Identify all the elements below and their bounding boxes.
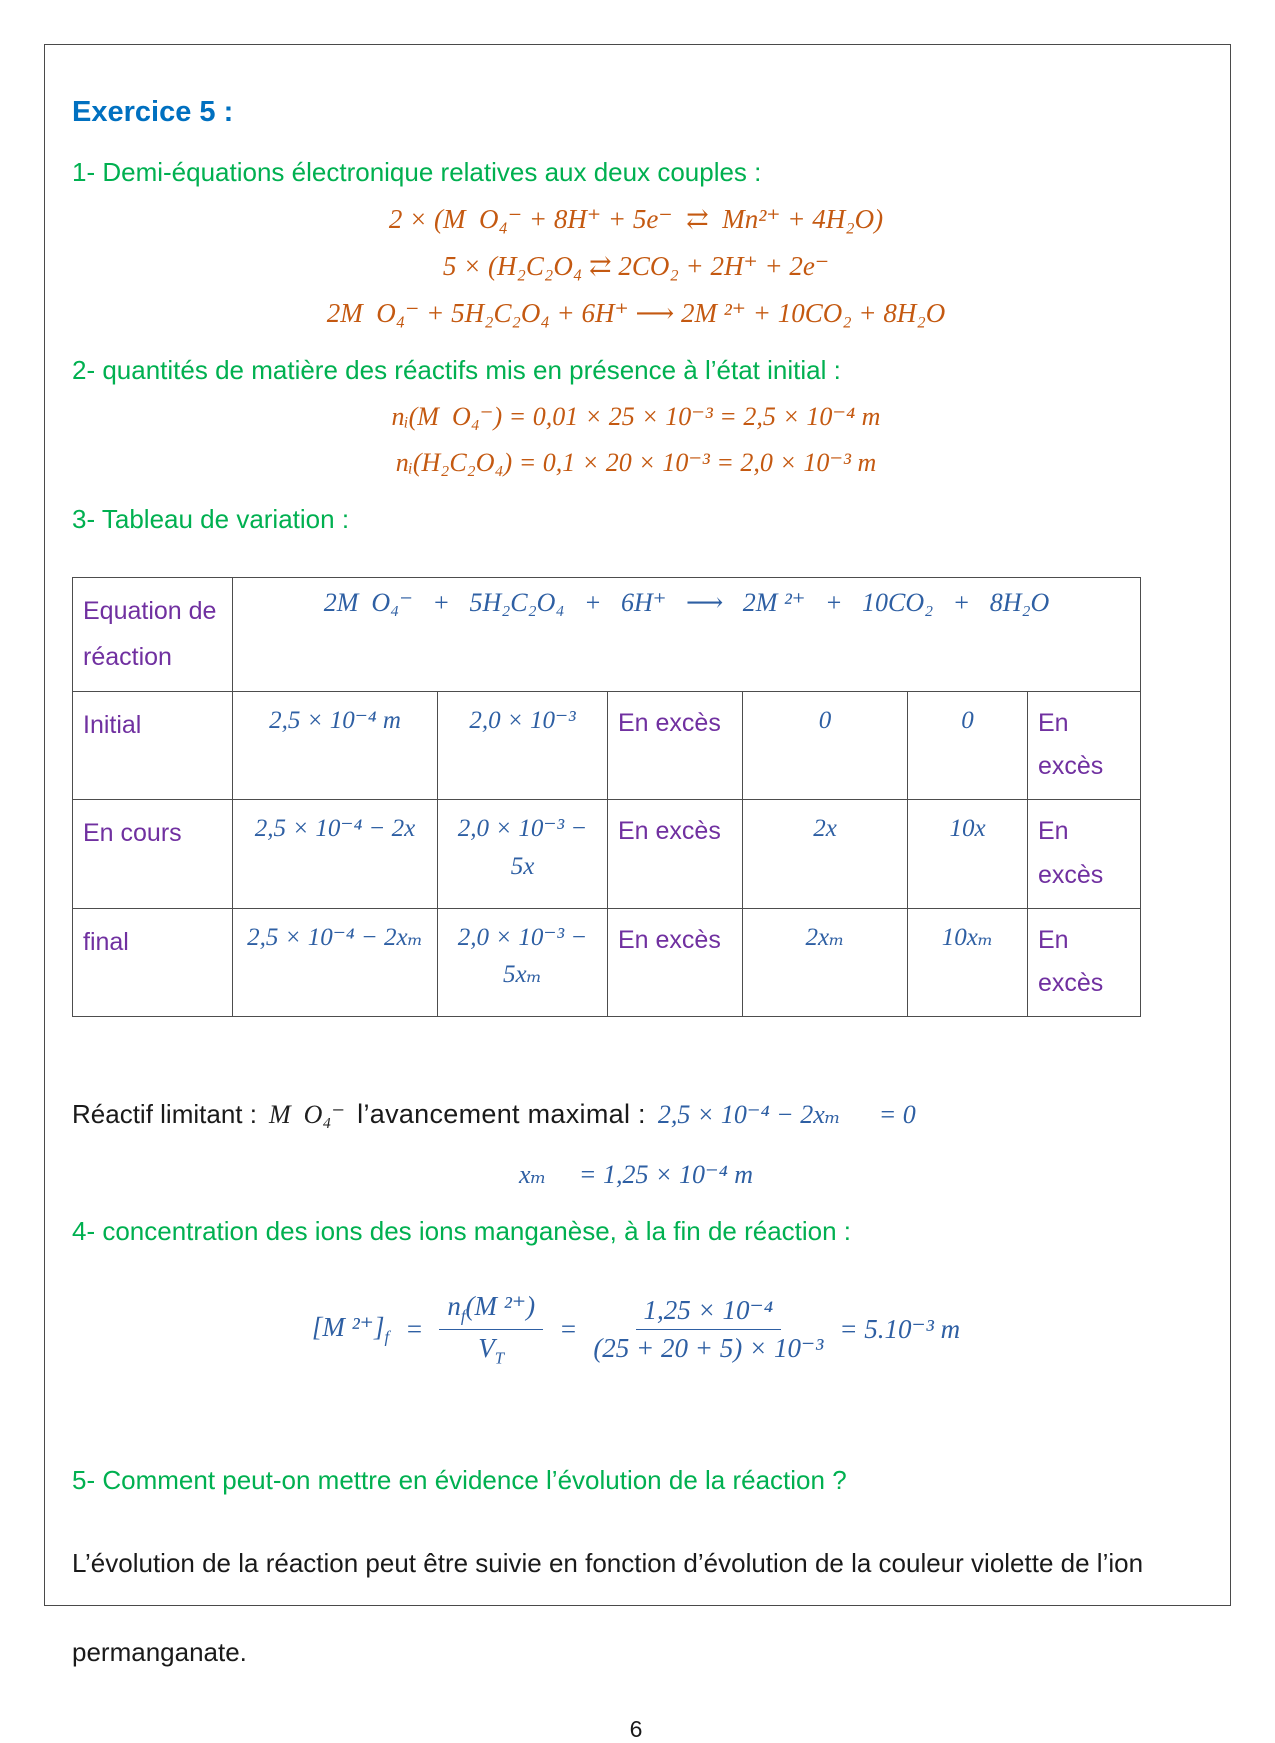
concentration-result: = 5.10⁻³ m	[839, 1314, 961, 1345]
xm-result-equation: xₘ = 1,25 × 10⁻⁴ m	[518, 1160, 754, 1189]
excess-cell: En excès	[608, 800, 743, 909]
page-number: 6	[629, 1715, 643, 1742]
q1-half-equation-1: 2 × (M O₄⁻ + 8H⁺ + 5e⁻ ⇄ Mn²⁺ + 4H₂O)	[388, 204, 884, 234]
value-cell: 2xₘ	[743, 908, 908, 1017]
q4-concentration-equation	[72, 1291, 1200, 1369]
fraction-denominator: $V_T$	[478, 1333, 505, 1368]
q2-moles-equation-1: nᵢ(M O₄⁻) = 0,01 × 25 × 10⁻³ = 2,5 × 10⁻⁴ m	[391, 402, 881, 431]
excess-cell: En excès	[1028, 691, 1141, 800]
variation-table	[72, 577, 1141, 1017]
q5-answer-line-1: L’évolution de la réaction peut être suivie en fonction d’évolution de la couleur violette de l’ion	[72, 1547, 1144, 1578]
excess-cell: En excès	[1028, 800, 1141, 909]
concentration-lhs: [M $^{2+}]_f$	[311, 1312, 390, 1347]
q2-heading: 2- quantités de matière des réactifs mis en présence à l’état initial :	[72, 355, 841, 385]
fraction-numerator: 1,25 × 10⁻⁴	[636, 1295, 782, 1330]
table-row-final	[73, 908, 1141, 1017]
q1-half-equation-2: 5 × (H₂C₂O₄ ⇄ 2CO₂ + 2H⁺ + 2e⁻	[442, 251, 830, 281]
value-cell: 10x	[908, 800, 1028, 909]
limiting-reagent-line	[72, 1099, 1200, 1130]
exercise-title: Exercice 5 :	[72, 96, 234, 128]
q1-balanced-equation: 2M O₄⁻ + 5H₂C₂O₄ + 6H⁺ ⟶ 2M ²⁺ + 10CO₂ + 8H₂O	[326, 298, 946, 328]
excess-cell: En excès	[608, 691, 743, 800]
value-cell: 2,5 × 10⁻⁴ m	[233, 691, 438, 800]
row-label: final	[73, 908, 233, 1017]
q3-heading: 3- Tableau de variation :	[72, 504, 350, 534]
q2-moles-equation-2: nᵢ(H₂C₂O₄) = 0,1 × 20 × 10⁻³ = 2,0 × 10⁻³ m	[395, 448, 877, 477]
value-cell: 10xₘ	[908, 908, 1028, 1017]
q5-heading: 5- Comment peut-on mettre en évidence l’évolution de la réaction ?	[72, 1464, 847, 1495]
value-cell: 2x	[743, 800, 908, 909]
value-cell: 0	[743, 691, 908, 800]
fraction-numerator: $n_f(M$ ²⁺)	[439, 1291, 543, 1330]
equals-sign: =	[559, 1314, 578, 1345]
value-cell: 2,0 × 10⁻³ − 5xₘ	[438, 908, 608, 1017]
limiting-equation: 2,5 × 10⁻⁴ − 2xₘ	[657, 1100, 841, 1129]
fraction-denominator: (25 + 20 + 5) × 10⁻³	[593, 1333, 824, 1364]
q5-answer-line-2: permanganate.	[72, 1636, 247, 1667]
equation-row-label: Equation de réaction	[73, 578, 233, 692]
document-content	[72, 96, 1200, 1743]
limiting-middle: l’avancement maximal :	[357, 1099, 646, 1129]
value-cell: 2,5 × 10⁻⁴ − 2x	[233, 800, 438, 909]
excess-cell: En excès	[1028, 908, 1141, 1017]
table-row-en-cours	[73, 800, 1141, 909]
value-cell: 0	[908, 691, 1028, 800]
table-row-initial	[73, 691, 1141, 800]
numeric-fraction	[593, 1295, 823, 1364]
row-label: Initial	[73, 691, 233, 800]
limiting-prefix: Réactif limitant :	[72, 1099, 257, 1129]
limiting-equals-zero: = 0	[878, 1100, 916, 1129]
q1-heading: 1- Demi-équations électronique relatives aux deux couples :	[72, 157, 762, 187]
value-cell: 2,5 × 10⁻⁴ − 2xₘ	[233, 908, 438, 1017]
limiting-species: M O₄⁻	[268, 1100, 346, 1129]
excess-cell: En excès	[608, 908, 743, 1017]
table-header-row	[73, 578, 1141, 692]
q4-heading: 4- concentration des ions des ions manganèse, à la fin de réaction :	[72, 1216, 852, 1246]
table-reaction-equation: 2M O₄⁻ + 5H₂C₂O₄ + 6H⁺ ⟶ 2M ²⁺ + 10CO₂ + 8H₂O	[233, 578, 1141, 692]
row-label: En cours	[73, 800, 233, 909]
moles-over-volume-fraction	[439, 1291, 543, 1369]
equals-sign: =	[405, 1314, 424, 1345]
value-cell: 2,0 × 10⁻³ − 5x	[438, 800, 608, 909]
value-cell: 2,0 × 10⁻³	[438, 691, 608, 800]
